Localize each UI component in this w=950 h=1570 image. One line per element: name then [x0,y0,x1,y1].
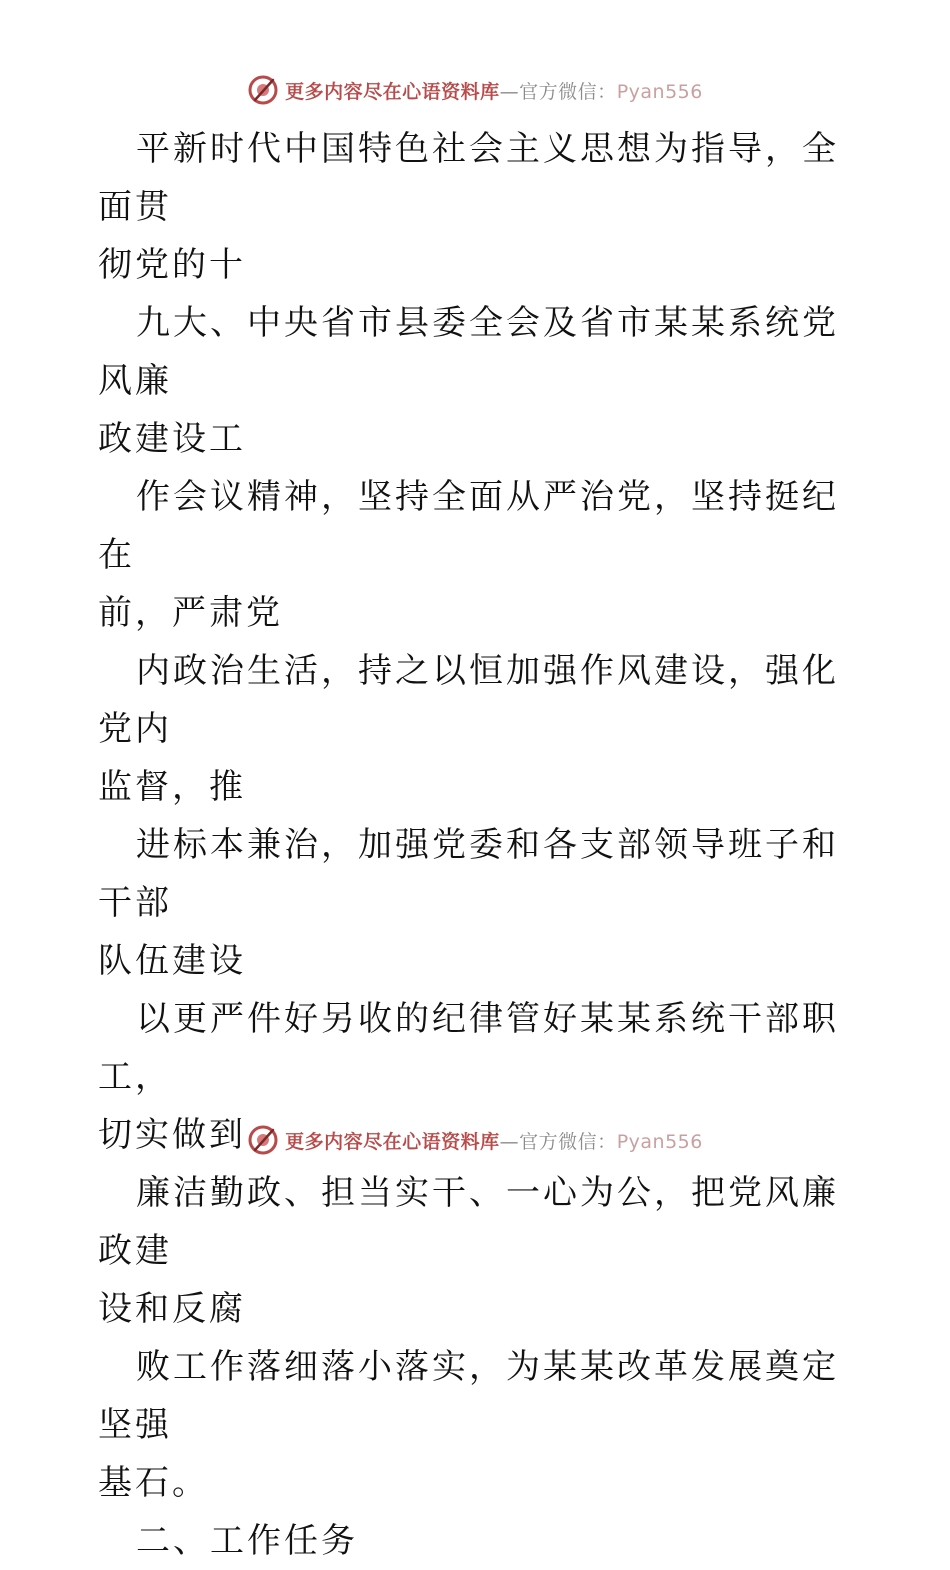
watermark-sub-text: 官方微信： [519,80,617,103]
section-heading: 二、工作任务 [136,1521,358,1561]
paragraph-wrap-line: 设和反腐 [98,1289,246,1329]
paragraph-line: 以更严件好另收的纪律管好某某系统干部职工， [98,999,839,1097]
paragraph-wrap-line: 切实做到 [98,1115,246,1155]
footer-watermark [0,1122,950,1158]
watermark-main-text: 更多内容尽在心语资料库 [285,80,500,103]
paragraph-line: 作会议精神，坚持全面从严治党，坚持挺纪在 [98,477,839,575]
watermark-sub-text: 官方微信： [519,1130,617,1153]
paragraph-wrap-line: 政建设工 [98,419,246,459]
paragraph-line: 败工作落细落小落实，为某某改革发展奠定坚强 [98,1347,839,1445]
paragraph-wrap-line: 队伍建设 [98,941,246,981]
watermark-wechat-id: Pyan556 [616,80,703,103]
paragraph-line: 九大、中央省市县委全会及省市某某系统党风廉 [98,303,839,401]
paragraph-wrap-line: 彻党的十 [98,245,246,285]
paragraph-line: 内政治生活，持之以恒加强作风建设，强化党内 [98,651,839,749]
header-watermark [0,72,950,108]
document-body [98,120,858,1570]
paragraph-line: 平新时代中国特色社会主义思想为指导，全面贯 [98,129,839,227]
watermark-dash: — [499,80,520,103]
watermark-main-text: 更多内容尽在心语资料库 [285,1130,500,1153]
paragraph-wrap-line: 监督，推 [98,767,246,807]
quill-logo-icon [247,1124,279,1156]
paragraph-line: 进标本兼治，加强党委和各支部领导班子和干部 [98,825,839,923]
watermark-dash: — [499,1130,520,1153]
paragraph-line: 廉洁勤政、担当实干、一心为公，把党风廉政建 [98,1173,839,1271]
paragraph-wrap-line: 基石。 [98,1463,209,1503]
watermark-wechat-id: Pyan556 [616,1130,703,1153]
paragraph-wrap-line: 前，严肃党 [98,593,283,633]
quill-logo-icon [247,74,279,106]
